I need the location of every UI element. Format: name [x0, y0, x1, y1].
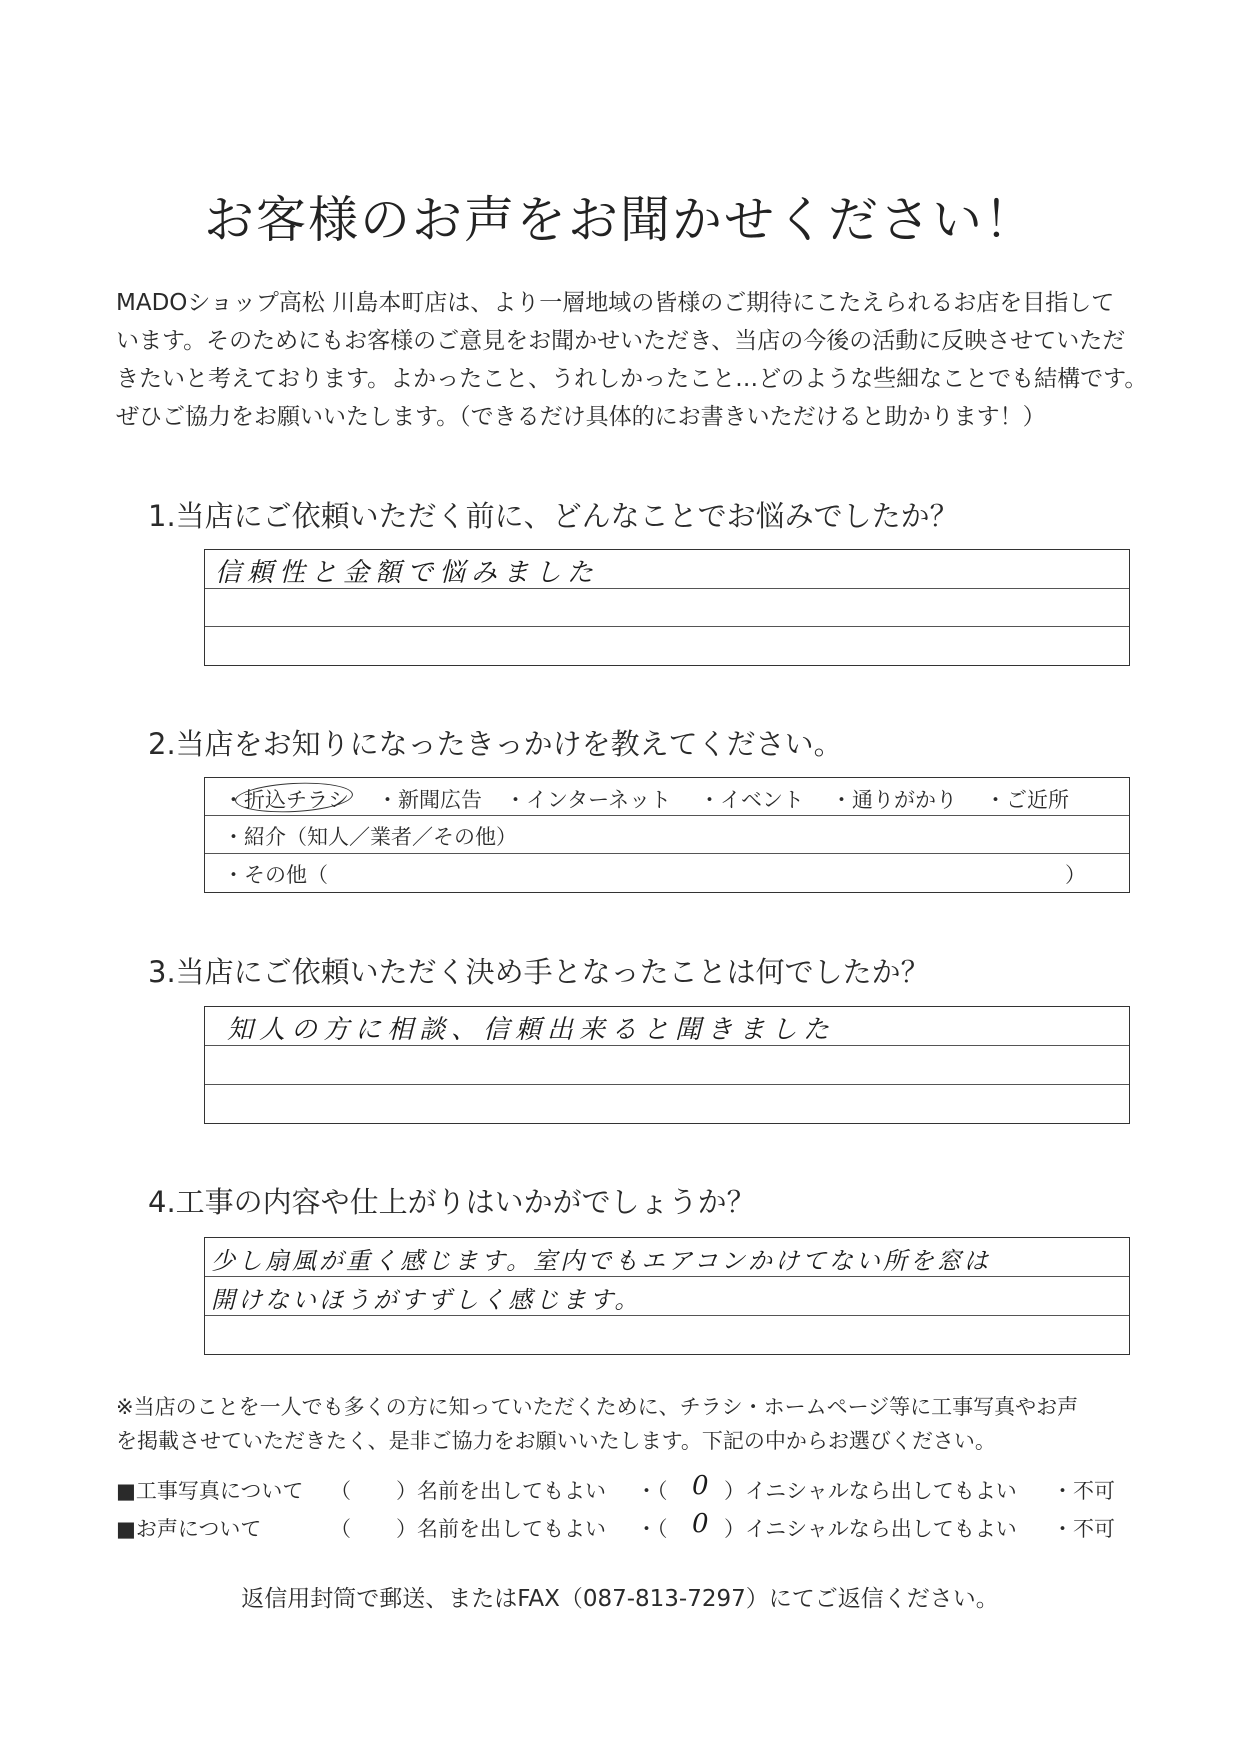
- name-ok-option[interactable]: ）名前を出してもよい: [396, 1517, 606, 1541]
- intro-line: きたいと考えております。よかったこと、うれしかったこと…どのような些細なことでも結構です。: [116, 366, 1148, 392]
- answer-3-handwriting: 知人の方に相談、信頼出来ると聞きました: [227, 1015, 836, 1045]
- question-3: 3.当店にご依頼いただく決め手となったことは何でしたか？: [148, 955, 930, 989]
- question-2: 2.当店をお知りになったきっかけを教えてください。: [148, 727, 843, 761]
- return-instructions: 返信用封筒で郵送、またはFAX（087-813-7297）にてご返信ください。: [241, 1586, 999, 1612]
- intro-line: MADOショップ高松 川島本町店は、より一層地域の皆様のご期待にこたえられるお店を目指して: [116, 290, 1115, 316]
- option-event[interactable]: ・イベント: [699, 788, 804, 812]
- option-referral[interactable]: ・紹介（知人／業者／その他）: [223, 825, 517, 849]
- name-ok-open[interactable]: （: [330, 1479, 351, 1503]
- notice-line: を掲載させていただきたく、是非ご協力をお願いいたします。下記の中からお選びください。: [116, 1429, 996, 1453]
- answer-box-4[interactable]: [204, 1237, 1130, 1355]
- notice-line: ※当店のことを一人でも多くの方に知っていただくために、チラシ・ホームページ等に工事写真やお声: [116, 1395, 1079, 1419]
- other-row: [205, 853, 1129, 890]
- option-passing-by[interactable]: ・通りがかり: [831, 788, 957, 812]
- answer-4-handwriting-line-2: 開けないほうがすずしく感じます。: [211, 1286, 642, 1314]
- permission-label: ■工事写真について: [116, 1479, 304, 1503]
- ruled-line: [205, 1276, 1129, 1277]
- name-ok-option[interactable]: ）名前を出してもよい: [396, 1479, 606, 1503]
- consent-notice: [116, 1390, 1146, 1458]
- answer-4-handwriting-line-1: 少し扇風が重く感じます。室内でもエアコンかけてない所を窓は: [211, 1247, 991, 1275]
- option-other-close: ）: [1065, 863, 1086, 887]
- answer-1-handwriting: 信頼性と金額で悩みました: [215, 558, 600, 588]
- initial-ok-option[interactable]: ）イニシャルなら出してもよい: [724, 1517, 1017, 1541]
- page-title: お客様のお声をお聞かせください！: [204, 191, 1036, 249]
- permission-label: ■お声について: [116, 1517, 262, 1541]
- question-1: 1.当店にご依頼いただく前に、どんなことでお悩みでしたか？: [148, 499, 959, 533]
- not-allowed-option[interactable]: ・不可: [1052, 1479, 1115, 1503]
- answer-box-1[interactable]: [204, 549, 1130, 666]
- intro-line: います。そのためにもお客様のご意見をお聞かせいただき、当店の今後の活動に反映させていただ: [116, 328, 1126, 354]
- options-row: [205, 778, 1129, 815]
- ruled-line: [205, 626, 1129, 627]
- not-allowed-option[interactable]: ・不可: [1052, 1517, 1115, 1541]
- name-ok-open[interactable]: （: [330, 1517, 351, 1541]
- ruled-line: [205, 1084, 1129, 1085]
- option-internet[interactable]: ・インターネット: [505, 788, 672, 812]
- option-newspaper[interactable]: ・新聞広告: [377, 788, 482, 812]
- answer-box-3[interactable]: [204, 1006, 1130, 1124]
- question-4: 4.工事の内容や仕上がりはいかがでしょうか？: [148, 1185, 756, 1219]
- initial-ok-mark: 0: [692, 1509, 709, 1539]
- permission-row-photos: [116, 1471, 1146, 1509]
- option-other[interactable]: ・その他（: [223, 863, 328, 887]
- referral-row: [205, 815, 1129, 852]
- option-flyer[interactable]: ・折込チラシ: [223, 788, 349, 812]
- initial-ok-mark: 0: [692, 1471, 709, 1501]
- intro-line: ぜひご協力をお願いいたします。（できるだけ具体的にお書きいただけると助かります！）: [116, 404, 1046, 430]
- option-neighborhood[interactable]: ・ご近所: [985, 788, 1069, 812]
- ruled-line: [205, 1315, 1129, 1316]
- initial-ok-option[interactable]: ）イニシャルなら出してもよい: [724, 1479, 1017, 1503]
- initial-ok-open[interactable]: ・（: [636, 1479, 668, 1503]
- initial-ok-open[interactable]: ・（: [636, 1517, 668, 1541]
- answer-box-2[interactable]: [204, 777, 1130, 893]
- intro-text: [116, 284, 1148, 436]
- permission-row-voice: [116, 1509, 1146, 1547]
